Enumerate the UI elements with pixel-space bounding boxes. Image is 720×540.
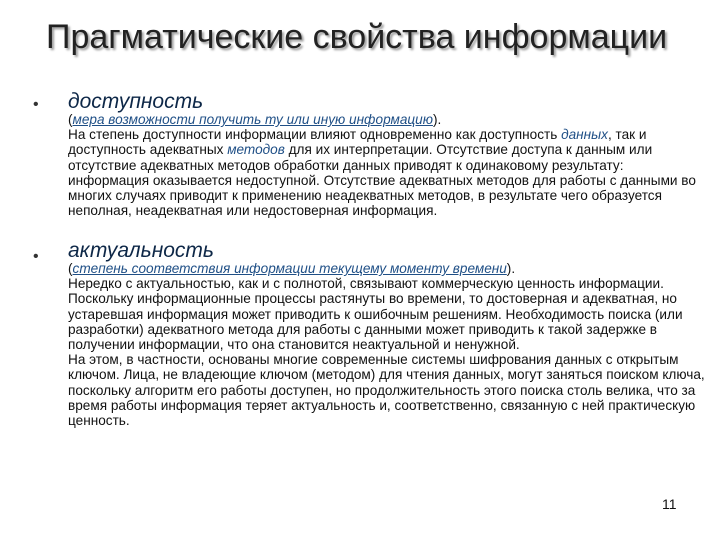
bullet-marker: • [33,96,39,113]
page-number: 11 [662,496,677,512]
paren-close: ). [506,261,516,276]
definition-line [68,112,708,127]
paragraph: Нередко с актуальностью, как и с полнотой, связывают коммерческую ценность информации. [68,276,664,292]
text-run: На степень доступности информации влияют одновременно как доступность [68,127,558,143]
paragraph: Поскольку информационные процессы растянуты во времени, то достоверная и адекватная, но устаревшая информация может приводить к ошибочным решениям. Необходимость поиска (или разработки) адекватного метода для работы с данными может приводить к такой задержке в получении информации, что она становится неактуальной и ненужной. [68,291,683,353]
paren-close: ). [432,112,442,127]
paragraph: На этом, в частности, основаны многие современные системы шифрования данных с открытым ключом. Лица, не владеющие ключом (методом) для чтения данных, могут заняться поиском ключа, поскольку алгоритм его работы доступен, но продолжительность этого поиска столь велика, что за время работы информация теряет актуальность и, соответственно, связанную с ней практическую ценность. [68,352,705,429]
section-heading-availability: доступность [68,90,204,113]
paragraph [68,127,708,218]
definition-text: мера возможности получить ту или иную информацию [72,112,433,127]
section-heading-relevance: актуальность [68,239,214,262]
text-run: , так и доступность адекватных [68,127,647,158]
slide-title: Прагматические свойства информации [46,18,668,56]
section-body-relevance [68,261,708,428]
bullet-marker: • [33,248,39,265]
text-run: для их интерпретации. [288,142,433,158]
paren-open: ( [68,261,73,276]
paren-open: ( [68,112,73,127]
section-body-availability [68,112,708,218]
highlight-methods: методов [227,142,285,158]
definition-text: степень соответствия информации текущему моменту времени [72,261,507,276]
definition-line [68,261,708,276]
text-run: Отсутствие доступа к данным или отсутствие адекватных методов обработки данных приводят к одинаковому результату: информация оказывается недоступной. Отсутствие адекватных методов для работы с данными во многих случаях приводит к применению неадекватных методов, в результате чего образуется неполная, неадекватная или недостоверная информация. [68,142,696,219]
highlight-data: данных [561,127,608,143]
